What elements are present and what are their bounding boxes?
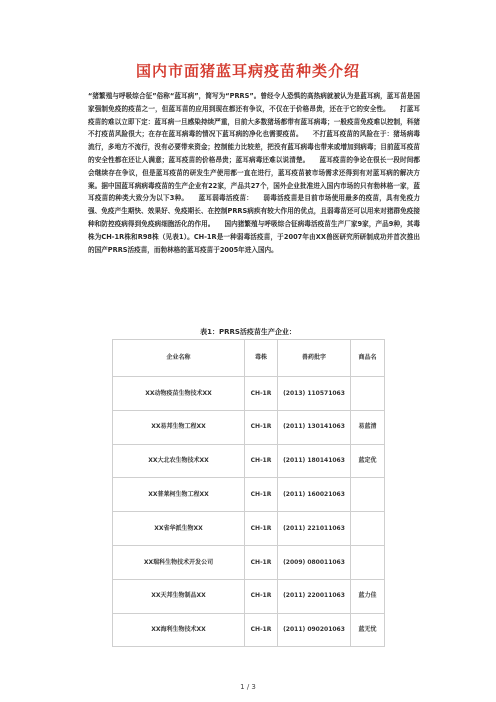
- company-cell: XX易邦生物工程XX: [113, 410, 245, 444]
- body-paragraph: “猪繁殖与呼吸综合征”俗称“蓝耳病”，简写为“PRRS”。曾经令人恐惧的高热病就被认为是蓝耳病，蓝耳苗是国家强制免疫的疫苗之一，但蓝耳苗的应用到现在都还有争议，不仅在于价格昂贵，还在于它的安全性。 打蓝耳疫苗的难以立即下定：蓝耳病一旦感染持续严重，目前大多数猪场都带有蓝耳病毒；一般疫苗免疫难以控制，科猪不打疫苗风险很大；在存在蓝耳病毒的情况下蓝耳病的净化也需要疫苗。 不打蓝耳疫苗的风险在于：猪场病毒流行，多地方不流行，没有必要带来资金；控制能力比较差，把没有蓝耳病毒也带来或增加到病毒；目前蓝耳疫苗的安全性都在还让人满意；蓝耳疫苗的价格昂贵；蓝耳病毒还难以说清楚。 蓝耳疫苗的争论在很长一段时间都会继续存在争议，但是蓝耳疫苗的研发生产使用都一直在进行，蓝耳疫苗被市场需求还得到有对蓝耳病的解决方案。据中国蓝耳病病毒疫苗的生产企业有22家，产品共27个，国外企业批准进入国内市场的只有勃林格一家，蓝耳疫苗的种类大致分为以下3种。 蓝耳弱毒活疫苗： 弱毒活疫苗是目前市场使用最多的疫苗，具有免疫力强、免疫产生期快、效果好、免疫期长、在控制PRRS病疾有较大作用的优点，且弱毒苗还可以用来对猪群免疫接种和防控疫病得到免疫病细胞活化的作用。 国内猪繁殖与呼吸综合征病毒活疫苗生产厂家9家，产品9种，其毒株为CH-1R株和R98株（见表1）。CH-1R是一种弱毒活疫苗，于2007年由XX兽医研究所研制成功并首次推出的国产PRRS活疫苗，而勃林格的蓝耳疫苗于2005年进入国内。: [88, 92, 420, 254]
- strain-cell: CH-1R: [245, 579, 278, 613]
- table-row: [113, 512, 385, 546]
- vaccine-table: [112, 339, 385, 647]
- brand-name-cell: 蓝无忧: [351, 613, 385, 647]
- brand-name-cell: 蓝定优: [351, 444, 385, 478]
- header-brand-name: 商品名: [351, 340, 385, 377]
- company-cell: XX天邦生物制品XX: [113, 579, 245, 613]
- table-row: [113, 545, 385, 579]
- strain-cell: CH-1R: [245, 512, 278, 546]
- company-cell: XX动物疫苗生物技术XX: [113, 377, 245, 411]
- header-approval-number: 兽药批字: [278, 340, 351, 377]
- company-cell: XX大北农生物技术XX: [113, 444, 245, 478]
- strain-cell: CH-1R: [245, 444, 278, 478]
- table-header-row: [113, 340, 385, 377]
- brand-name-cell: 蓝力佳: [351, 579, 385, 613]
- page-title: 国内市面猪蓝耳病疫苗种类介绍: [135, 62, 360, 80]
- table-row: [113, 478, 385, 512]
- company-cell: XX省华派生物XX: [113, 512, 245, 546]
- brand-name-cell: [351, 545, 385, 579]
- strain-cell: CH-1R: [245, 478, 278, 512]
- brand-name-cell: [351, 377, 385, 411]
- company-cell: XX海利生物技术XX: [113, 613, 245, 647]
- company-cell: XX瑞科生物技术开发公司: [113, 545, 245, 579]
- table-body: [113, 377, 385, 647]
- approval-number-cell: (2011) 220011063: [278, 579, 351, 613]
- approval-number-cell: (2011) 180141063: [278, 444, 351, 478]
- brand-name-cell: [351, 478, 385, 512]
- brand-name-cell: 易蓝清: [351, 410, 385, 444]
- table-row: [113, 579, 385, 613]
- table-caption: 表1：PRRS活疫苗生产企业：: [200, 328, 296, 336]
- table-row: [113, 444, 385, 478]
- page-number: 1 / 3: [240, 683, 256, 691]
- approval-number-cell: (2009) 080011063: [278, 545, 351, 579]
- strain-cell: CH-1R: [245, 545, 278, 579]
- strain-cell: CH-1R: [245, 613, 278, 647]
- brand-name-cell: [351, 512, 385, 546]
- company-cell: XX普莱柯生物工程XX: [113, 478, 245, 512]
- approval-number-cell: (2011) 221011063: [278, 512, 351, 546]
- approval-number-cell: (2011) 090201063: [278, 613, 351, 647]
- header-strain: 毒株: [245, 340, 278, 377]
- approval-number-cell: (2013) 110571063: [278, 377, 351, 411]
- approval-number-cell: (2011) 130141063: [278, 410, 351, 444]
- table-row: [113, 410, 385, 444]
- strain-cell: CH-1R: [245, 377, 278, 411]
- table-row: [113, 377, 385, 411]
- approval-number-cell: (2011) 160021063: [278, 478, 351, 512]
- strain-cell: CH-1R: [245, 410, 278, 444]
- table-row: [113, 613, 385, 647]
- header-company: 企业名称: [113, 340, 245, 377]
